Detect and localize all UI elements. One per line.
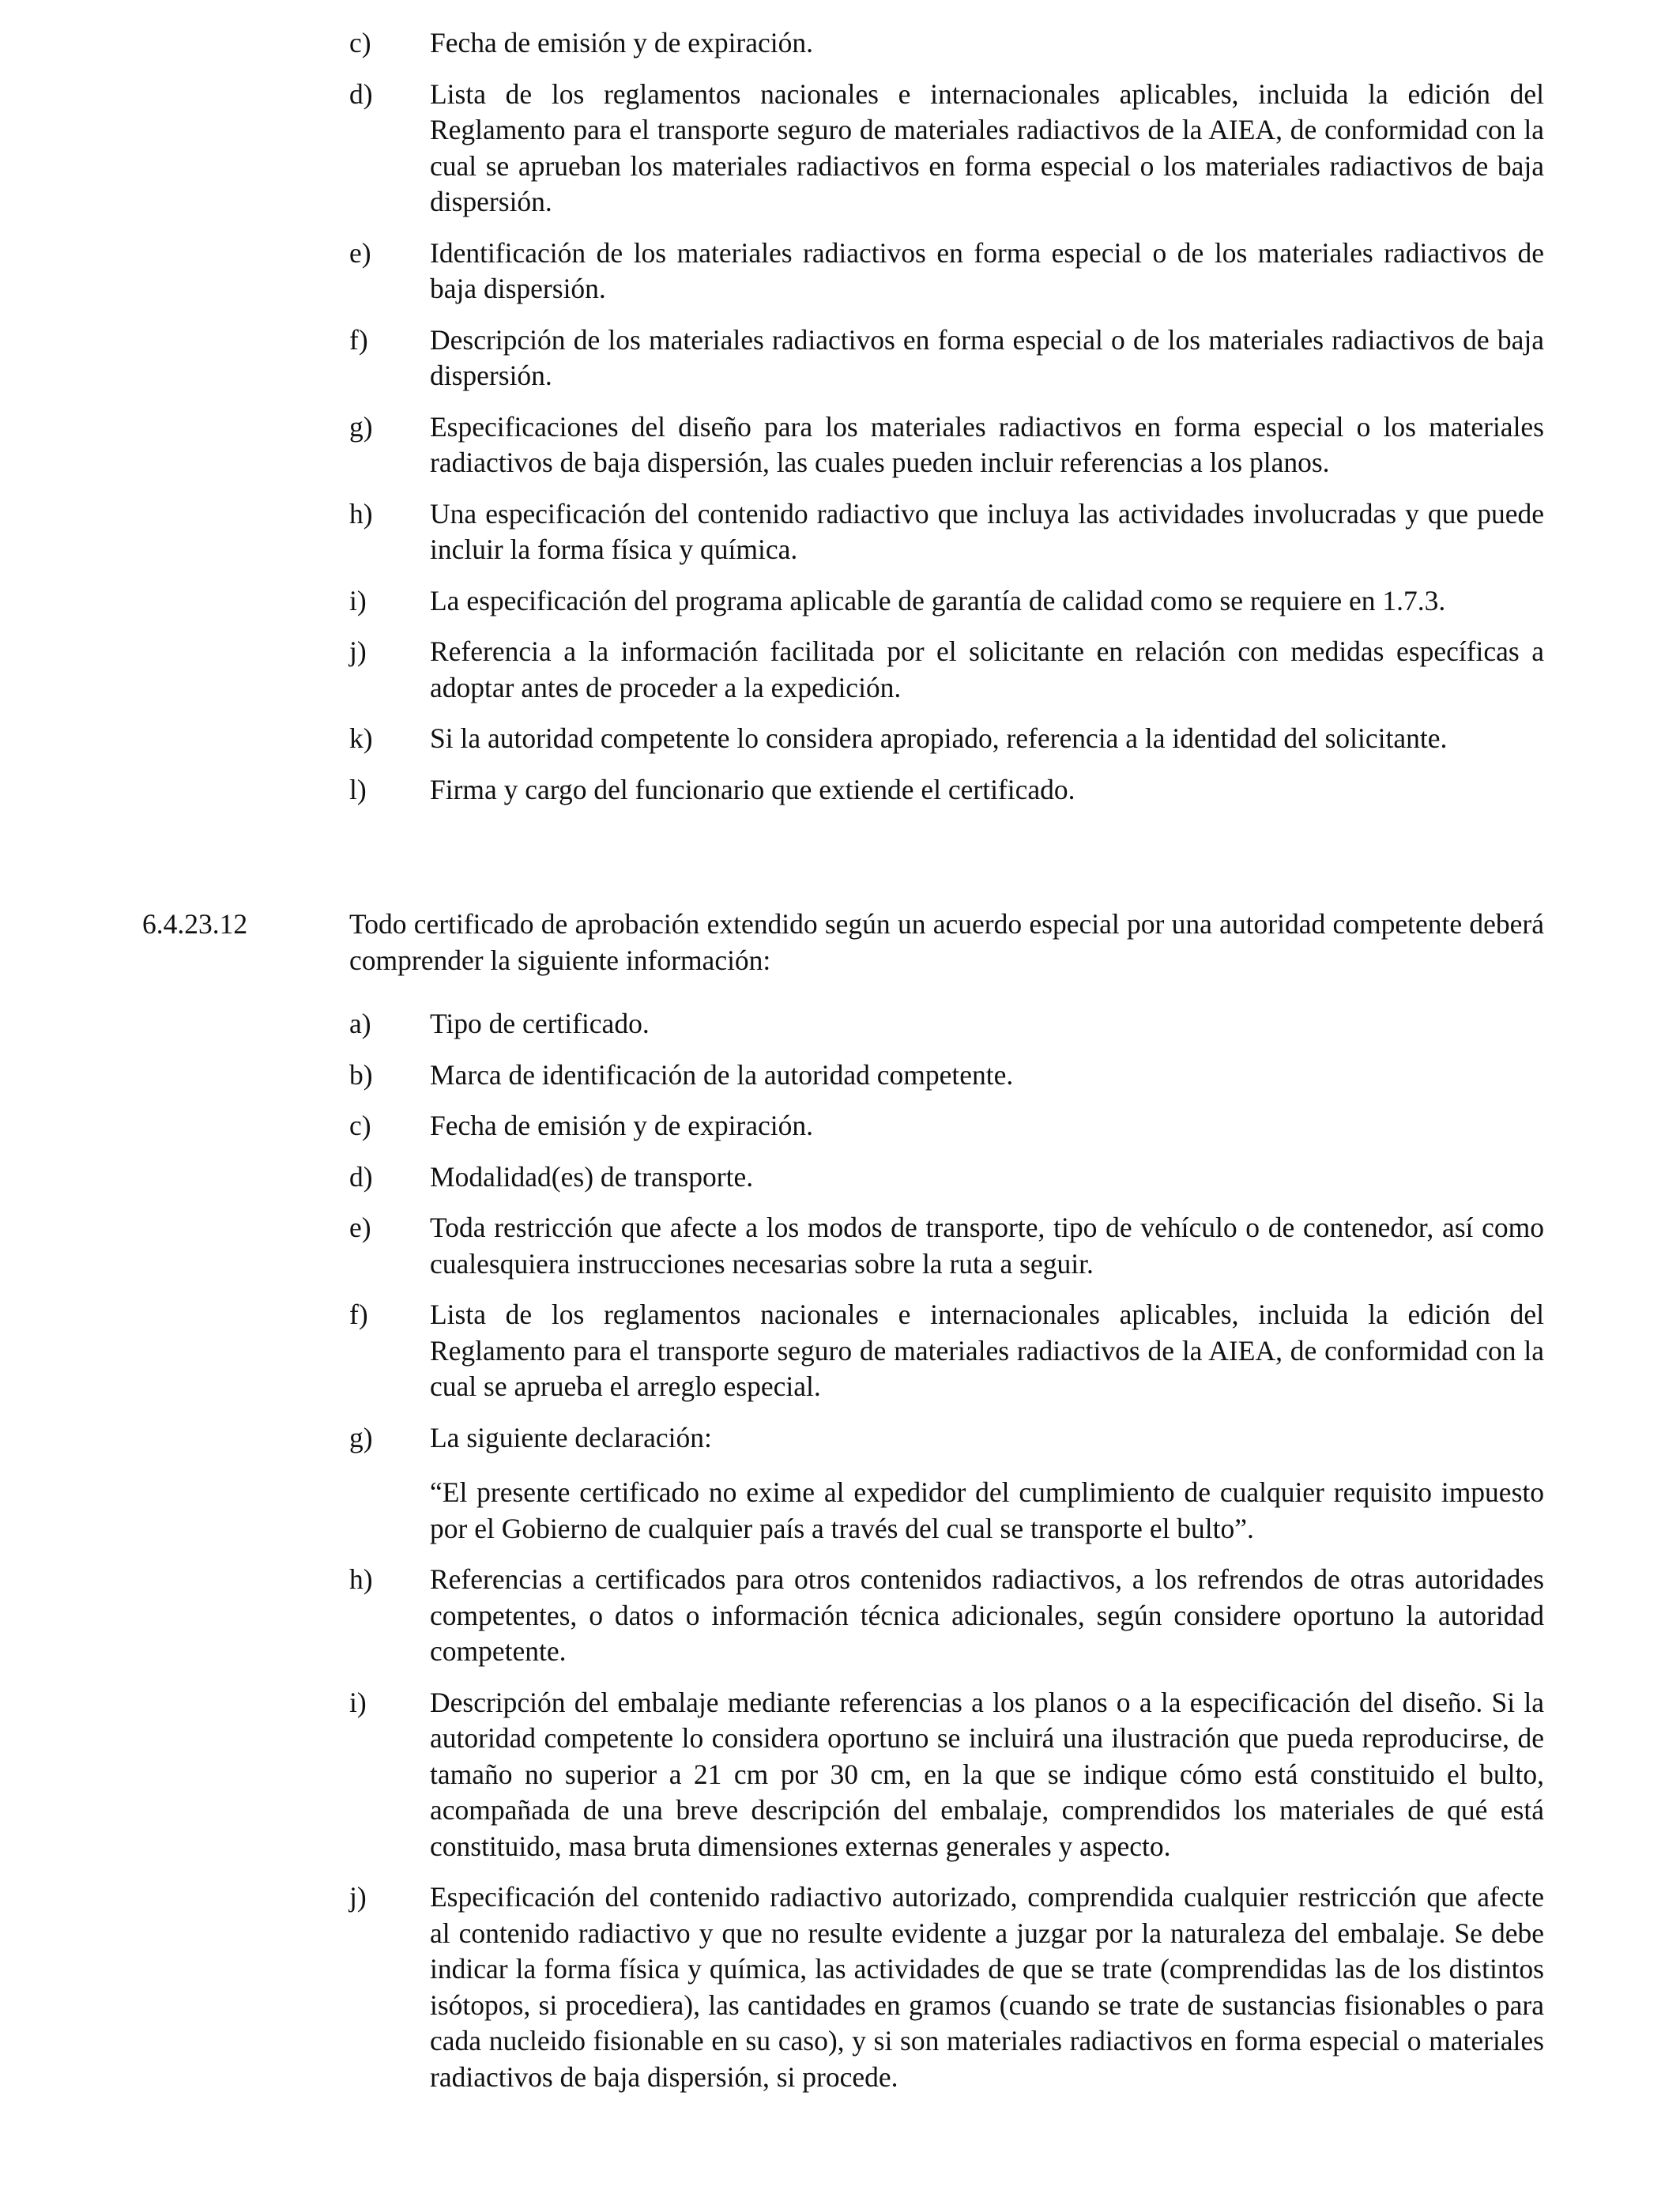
list-item-body xyxy=(430,1420,1544,1547)
list-item-label: d) xyxy=(349,1160,373,1193)
list-item-text: Modalidad(es) de transporte. xyxy=(430,1160,754,1193)
list-item xyxy=(349,1420,1544,1547)
list-item-label: e) xyxy=(349,1212,371,1243)
list-item-label: h) xyxy=(349,1563,373,1595)
list-item-text: Descripción del embalaje mediante referencias a los planos o a la especificación del diseño. Si la autoridad competente lo considera oportuno se incluirá una ilustración que pueda reproducirse, de tamaño no superior a 21 cm por 30 cm, en la que se indique cómo está constituido el bulto, acompañada de una breve descripción del embalaje, comprendidos los materiales de qué está constituido, masa bruta dimensiones externas generales y aspecto. xyxy=(430,1686,1544,1862)
list-item-label: h) xyxy=(349,497,373,530)
list-item-text: Lista de los reglamentos nacionales e internacionales aplicables, incluida la edición del Reglamento para el transporte seguro de materiales radiactivos de la AIEA, de conformidad con la cual se aprueba el arreglo especial. xyxy=(430,1299,1544,1402)
list-item-text: Toda restricción que afecte a los modos de transporte, tipo de vehículo o de contenedor, así como cualesquiera instrucciones necesarias sobre la ruta a seguir. xyxy=(430,1212,1544,1280)
list-item-text: Fecha de emisión y de expiración. xyxy=(430,27,814,58)
list-item xyxy=(349,496,1544,568)
list-item-label: i) xyxy=(349,1686,367,1718)
list-item xyxy=(349,634,1544,706)
list-item xyxy=(349,1685,1544,1865)
list-item xyxy=(349,1006,1544,1042)
list-item xyxy=(349,1057,1544,1094)
list-item xyxy=(349,1879,1544,2095)
list-item xyxy=(349,1108,1544,1144)
list-item-label: j) xyxy=(349,1881,367,1913)
list-item-label: j) xyxy=(349,635,367,667)
declaration-quote: “El presente certificado no exime al expedidor del cumplimiento de cualquier requisito impuesto por el Gobierno de cualquier país a través del cual se transporte el bulto”. xyxy=(430,1476,1544,1544)
certificate-list-continued xyxy=(349,25,1544,823)
list-item-label: f) xyxy=(349,1299,368,1330)
list-item-text: Descripción de los materiales radiactivos en forma especial o de los materiales radiactivos de baja dispersión. xyxy=(430,323,1544,391)
list-item-label: l) xyxy=(349,773,367,805)
list-item xyxy=(349,721,1544,757)
list-item-text: Fecha de emisión y de expiración. xyxy=(430,1110,814,1141)
list-item-label: f) xyxy=(349,323,368,356)
list-item xyxy=(349,772,1544,809)
list-item-text: Lista de los reglamentos nacionales e internacionales aplicables, incluida la edición del Reglamento para el transporte seguro de materiales radiactivos de la AIEA, de conformidad con la cual se aprueban los materiales radiactivos en forma especial o los materiales radiactivos de baja dispersión. xyxy=(430,77,1544,217)
list-item-label: d) xyxy=(349,77,373,110)
special-arrangement-list xyxy=(349,1006,1544,2110)
list-item xyxy=(349,1562,1544,1670)
list-item xyxy=(349,236,1544,307)
list-item-text: Referencias a certificados para otros contenidos radiactivos, a los refrendos de otras autoridades competentes, o datos o información técnica adicionales, según considere oportuno la autoridad competente. xyxy=(430,1563,1544,1667)
list-item-text: Firma y cargo del funcionario que extiende el certificado. xyxy=(430,773,1075,805)
list-item xyxy=(349,77,1544,221)
list-item-text: Especificaciones del diseño para los materiales radiactivos en forma especial o los materiales radiactivos de baja dispersión, las cuales pueden incluir referencias a los planos. xyxy=(430,410,1544,478)
list-item xyxy=(349,322,1544,394)
section-number: 6.4.23.12 xyxy=(142,908,248,940)
list-item-text: Referencia a la información facilitada por el solicitante en relación con medidas específicas a adoptar antes de proceder a la expedición. xyxy=(430,635,1544,703)
section-text: Todo certificado de aprobación extendido según un acuerdo especial por una autoridad competente deberá comprender la siguiente información: xyxy=(349,908,1544,976)
list-item-label: c) xyxy=(349,1110,371,1141)
list-item-label: g) xyxy=(349,410,373,443)
list-item-text: La especificación del programa aplicable de garantía de calidad como se requiere en 1.7.3. xyxy=(430,584,1446,616)
list-item-text: Si la autoridad competente lo considera apropiado, referencia a la identidad del solicitante. xyxy=(430,722,1448,754)
list-item-label: i) xyxy=(349,584,367,616)
list-item-text: La siguiente declaración: xyxy=(430,1421,712,1453)
list-item-label: b) xyxy=(349,1058,373,1091)
list-item-text: Especificación del contenido radiactivo autorizado, comprendida cualquier restricción que afecte al contenido radiactivo y que no resulte evidente a juzgar por la naturaleza del embalaje. Se debe indicar la forma física y química, las actividades de que se trate (comprendidas las de los distintos isótopos, si procediera), las cantidades en gramos (cuando se trate de sustancias fisionables o para cada nucleido fisionable en su caso), y si son materiales radiactivos en forma especial o materiales radiactivos de baja dispersión, si procede. xyxy=(430,1881,1544,2093)
list-item-label: g) xyxy=(349,1421,373,1453)
list-item xyxy=(349,25,1544,62)
list-item xyxy=(349,1159,1544,1196)
list-item xyxy=(349,1297,1544,1405)
list-item-label: k) xyxy=(349,722,373,754)
list-item xyxy=(349,583,1544,620)
list-item-text: Marca de identificación de la autoridad competente. xyxy=(430,1058,1014,1091)
list-item-label: e) xyxy=(349,236,371,269)
list-item-label: c) xyxy=(349,27,371,58)
list-item-text: Identificación de los materiales radiactivos en forma especial o de los materiales radiactivos de baja dispersión. xyxy=(430,236,1544,304)
list-item-text: Una especificación del contenido radiactivo que incluya las actividades involucradas y que puede incluir la forma física y química. xyxy=(430,497,1544,565)
list-item-label: a) xyxy=(349,1008,371,1039)
list-item xyxy=(349,409,1544,481)
section-paragraph xyxy=(142,907,1544,978)
list-item xyxy=(349,1210,1544,1282)
list-item-text: Tipo de certificado. xyxy=(430,1008,650,1039)
